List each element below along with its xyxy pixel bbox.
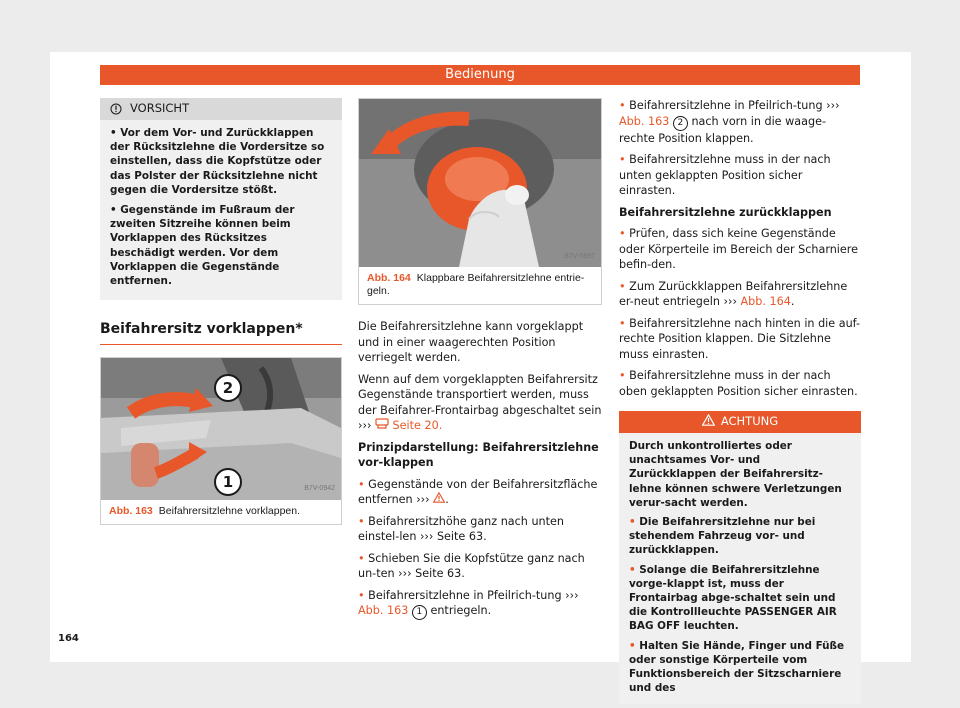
subheading: Prinzipdarstellung: Beifahrersitzlehne vor-klappen (358, 440, 599, 469)
caution-body (100, 120, 342, 288)
step: • Beifahrersitzlehne nach hinten in die auf-rechte Position klappen. Die Sitzlehne muss einrasten. (619, 316, 861, 361)
seat-unlock-photo (359, 99, 601, 267)
airbag-icon (375, 419, 389, 432)
figure-code: B7V-0897 (564, 252, 595, 260)
figure-163 (100, 357, 342, 525)
step: • Beifahrersitzlehne muss in der nach unten geklappten Position sicher einrasten. (619, 153, 831, 197)
subheading: Beifahrersitzlehne zurückklappen (619, 205, 832, 219)
page-header: Bedienung (100, 65, 860, 85)
figure-caption: Abb. 164 Klappbare Beifahrersitzlehne entrie-geln. (367, 272, 585, 297)
step: • Beifahrersitzlehne muss in der nach oben geklappten Position sicher einrasten. (619, 369, 858, 398)
warning-item: • Die Beifahrersitzlehne nur bei stehendem Fahrzeug vor- und zurückklappen. (629, 516, 816, 557)
warning-box (619, 411, 861, 704)
paragraph: Die Beifahrersitzlehne kann vorgeklappt und in einer waagerechten Position verriegelt werden. (358, 320, 584, 364)
step-number-badge: 1 (412, 605, 427, 620)
warning-title: ACHTUNG (720, 414, 779, 429)
step: • Zum Zurückklappen Beifahrersitzlehne er-neut entriegeln ››› Abb. 164. (619, 279, 848, 308)
marker-1: 1 (214, 468, 242, 496)
caution-title: VORSICHT (130, 101, 190, 116)
caution-item: • Vor dem Vor- und Zurückklappen der Rücksitzlehne die Vordersitze so einstellen, dass die Kopfstütze oder das Polster der Rücksitzlehne nicht gegen die Vordersitze stößt. (110, 127, 325, 196)
column-left (100, 98, 342, 525)
body-text (358, 319, 602, 620)
step: • Prüfen, dass sich keine Gegenstände oder Körperteile im Bereich der Scharniere befin-den. (619, 227, 859, 271)
figure-code: B7V-0942 (304, 485, 335, 493)
page-link[interactable]: Seite 20. (388, 419, 443, 432)
page-number: 164 (58, 633, 79, 644)
step: • Beifahrersitzlehne in Pfeilrich-tung ››› Abb. 163 1 entriegeln. (358, 588, 602, 621)
step: • Beifahrersitzhöhe ganz nach unten einstel-len ››› Seite 63. (358, 514, 564, 543)
warning-item: • Halten Sie Hände, Finger und Füße oder sonstige Körperteile vom Funktionsbereich der Sitzscharniere und des (629, 639, 845, 695)
warning-body (619, 433, 861, 704)
warning-item: • Solange die Beifahrersitzlehne vorge-klappt ist, muss der Frontairbag abge-schaltet sein und die Kontrollleuchte PASSENGER AIR BAG OFF leuchten. (629, 563, 837, 633)
warning-triangle-icon (433, 493, 445, 506)
info-circle-icon (110, 103, 122, 115)
column-middle (358, 98, 602, 626)
step-number-badge: 2 (673, 116, 688, 131)
seat-fold-photo (101, 358, 341, 500)
figure-164 (358, 98, 602, 305)
caution-header (100, 98, 342, 120)
figure-caption: Abb. 163 Beifahrersitzlehne vorklappen. (109, 504, 301, 517)
step: • Beifahrersitzlehne in Pfeilrich-tung ››› Abb. 163 2 nach vorn in die waage-rechte Position klappen. (619, 99, 840, 145)
marker-2: 2 (214, 374, 242, 402)
figure-link[interactable]: Abb. 164 (740, 295, 791, 308)
section-title: Beifahrersitz vorklappen* (100, 322, 342, 345)
caution-box (100, 98, 342, 300)
warning-triangle-icon (702, 414, 715, 431)
figure-link[interactable]: Abb. 163 (619, 114, 670, 128)
step: • Schieben Sie die Kopfstütze ganz nach un-ten ››› Seite 63. (358, 551, 585, 580)
column-right (619, 98, 861, 704)
warning-header (619, 411, 861, 433)
figure-link[interactable]: Abb. 163 (358, 604, 409, 617)
paragraph: Wenn auf dem vorgeklappten Beifahrersitz Gegenstände transportiert werden, muss der Beifahrer-Frontairbag abgeschaltet sein ››› Seite 20. (358, 372, 602, 432)
warning-intro: Durch unkontrolliertes oder unachtsames Vor- und Zurückklappen der Beifahrersitz-lehne können schwere Verletzungen verur-sacht werden. (629, 440, 842, 509)
step: • Gegenstände von der Beifahrersitzfläche entfernen ››› . (358, 477, 598, 506)
caution-item: • Gegenstände im Fußraum der zweiten Sitzreihe können beim Vorklappen des Rücksitzes beschädigt werden. Vor dem Vorklappen die Gegenstände entfernen. (110, 204, 295, 288)
